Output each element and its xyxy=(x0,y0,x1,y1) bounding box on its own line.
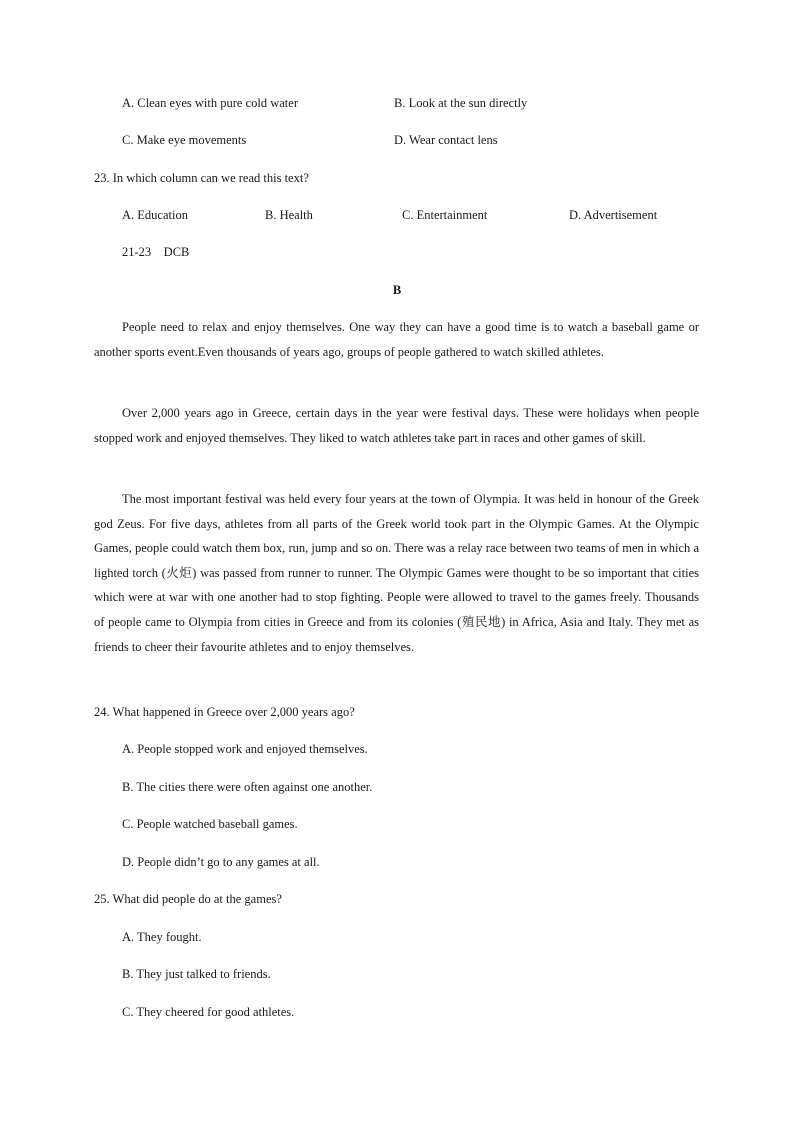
q25-option-c: C. They cheered for good athletes. xyxy=(122,1005,295,1019)
q25-option-b: B. They just talked to friends. xyxy=(122,967,271,981)
q25-question: 25. What did people do at the games? xyxy=(94,892,282,906)
passage-paragraph-2: Over 2,000 years ago in Greece, certain days in the year were festival days. These were holidays when people stopped work and enjoyed themselves. They liked to watch athletes take part in races and other games of skill. xyxy=(94,406,699,445)
q24-option-b: B. The cities there were often against one another. xyxy=(122,780,373,794)
q22-options-row-1 xyxy=(0,95,794,111)
q24-option-c: C. People watched baseball games. xyxy=(122,817,298,831)
q22-options-row-2 xyxy=(0,132,794,148)
passage-paragraph-1: People need to relax and enjoy themselves. One way they can have a good time is to watch a baseball game or another sports event.Even thousands of years ago, groups of people gathered to watch skilled athletes. xyxy=(94,320,699,359)
q25-option-a: A. They fought. xyxy=(122,930,202,944)
q24-question: 24. What happened in Greece over 2,000 years ago? xyxy=(94,705,355,719)
q24-option-a: A. People stopped work and enjoyed themselves. xyxy=(122,742,368,756)
answer-key: 21-23 DCB xyxy=(122,245,190,259)
q22-option-a: A. Clean eyes with pure cold water xyxy=(122,96,298,110)
q22-option-d: D. Wear contact lens xyxy=(394,133,498,147)
q23-question: 23. In which column can we read this text? xyxy=(94,171,309,185)
q23-option-b: B. Health xyxy=(265,208,313,222)
section-heading: B xyxy=(392,283,402,297)
q23-option-a: A. Education xyxy=(122,208,188,222)
q23-option-d: D. Advertisement xyxy=(569,208,658,222)
passage-paragraph-3: The most important festival was held every four years at the town of Olympia. It was held in honour of the Greek god Zeus. For five days, athletes from all parts of the Greek world took part in the Olympic Games. At the Olympic Games, people could watch them box, run, jump and so on. There was a relay race between two teams of men in which a lighted torch (火炬) was passed from runner to runner. The Olympic Games were thought to be so important that cities which were at war with one another had to stop fighting. People were allowed to travel to the games freely. Thousands of people came to Olympia from cities in Greece and from its colonies (殖民地) in Africa, Asia and Italy. They met as friends to cheer their favourite athletes and to enjoy themselves. xyxy=(94,492,699,654)
q23-options-row xyxy=(0,207,794,223)
q23-option-c: C. Entertainment xyxy=(402,208,488,222)
q24-option-d: D. People didn’t go to any games at all. xyxy=(122,855,320,869)
q22-option-c: C. Make eye movements xyxy=(122,133,247,147)
q22-option-b: B. Look at the sun directly xyxy=(394,96,528,110)
